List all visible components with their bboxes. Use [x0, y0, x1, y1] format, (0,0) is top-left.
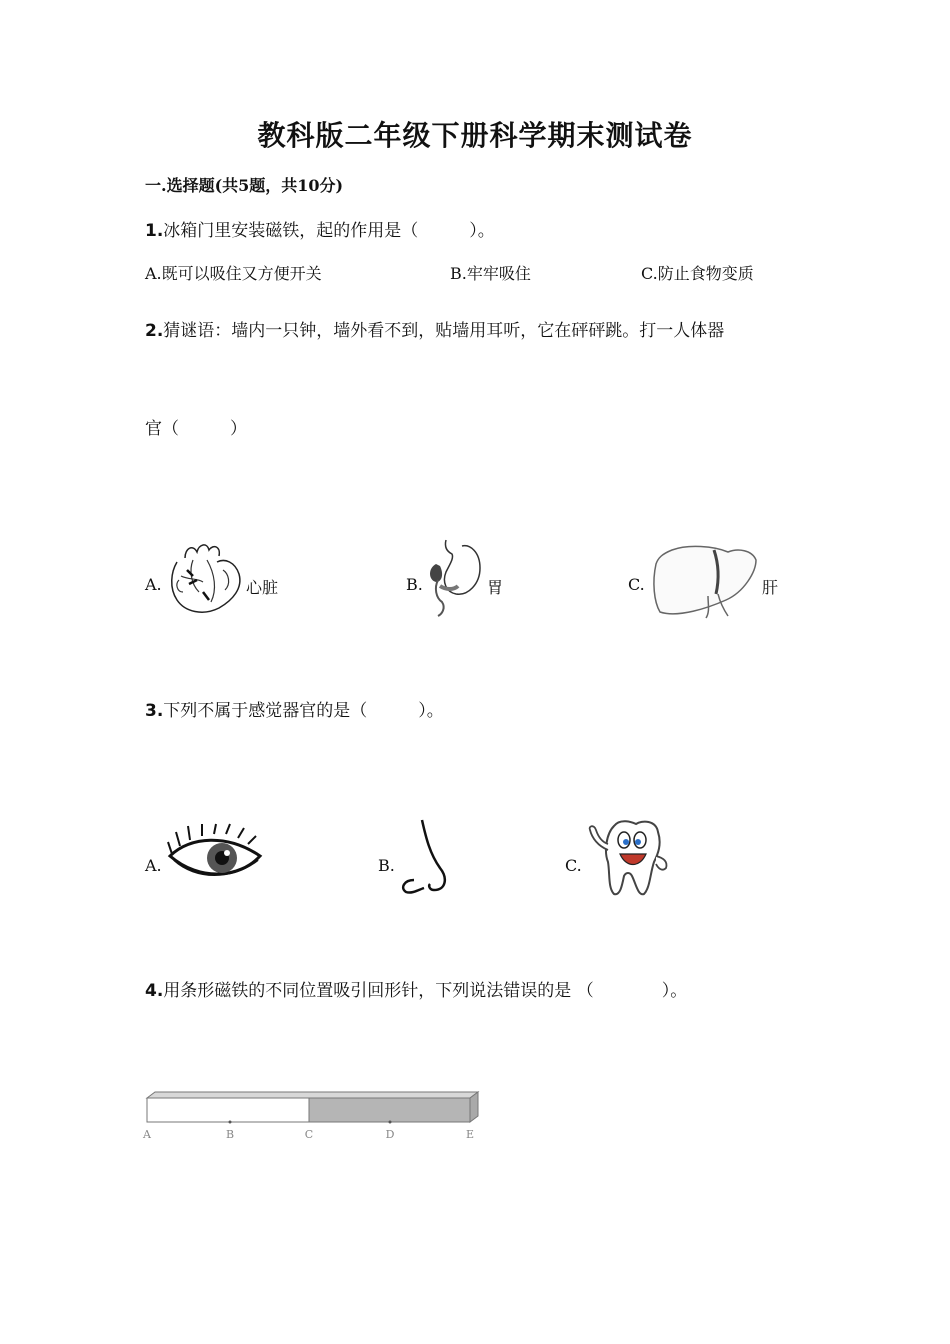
- q3-option-a-letter[interactable]: A.: [145, 856, 162, 875]
- heart-icon: [163, 540, 245, 618]
- q2-option-a-letter[interactable]: A.: [145, 575, 162, 594]
- bar-magnet-diagram: [140, 1088, 485, 1144]
- question-4: [145, 976, 687, 1001]
- q3-option-b-letter[interactable]: B.: [378, 856, 395, 875]
- magnet-label-c: C: [304, 1128, 314, 1141]
- q1-option-c[interactable]: C.防止食物变质: [641, 264, 754, 283]
- question-1: [145, 216, 495, 241]
- question-3: [145, 696, 444, 721]
- q2-option-a-label[interactable]: 心脏: [246, 578, 279, 597]
- question-2: [145, 316, 724, 341]
- question-number: 1.: [145, 221, 164, 241]
- q2-option-c-letter[interactable]: C.: [628, 575, 645, 594]
- q1-option-a[interactable]: A.既可以吸住又方便开关: [145, 264, 322, 283]
- magnet-label-b: B: [225, 1128, 235, 1141]
- question-2-continued: 官（ ）: [145, 419, 247, 439]
- q2-option-c-label[interactable]: 肝: [762, 578, 779, 597]
- liver-icon: [648, 542, 760, 620]
- nose-icon: [394, 818, 454, 896]
- q2-option-b-letter[interactable]: B.: [406, 575, 423, 594]
- question-number: 3.: [145, 701, 164, 721]
- q1-option-b[interactable]: B.牢牢吸住: [450, 264, 531, 283]
- magnet-label-e: E: [465, 1128, 475, 1141]
- question-number: 2.: [145, 321, 164, 341]
- page-title: 教科版二年级下册科学期末测试卷: [257, 119, 693, 152]
- question-text: 猜谜语：墙内一只钟，墙外看不到，贴墙用耳听，它在砰砰跳。打一人体器: [163, 321, 725, 341]
- tooth-icon: [584, 816, 676, 900]
- question-text: 用条形磁铁的不同位置吸引回形针，下列说法错误的是 （ ）。: [163, 981, 688, 1001]
- question-number: 4.: [145, 981, 164, 1001]
- question-text: 冰箱门里安装磁铁，起的作用是（ ）。: [163, 221, 495, 241]
- stomach-icon: [424, 538, 486, 618]
- q2-option-b-label[interactable]: 胃: [487, 578, 504, 597]
- magnet-label-d: D: [385, 1128, 395, 1141]
- question-text: 下列不属于感觉器官的是（ ）。: [163, 701, 444, 721]
- eye-icon: [166, 826, 266, 888]
- q3-option-c-letter[interactable]: C.: [565, 856, 582, 875]
- magnet-label-a: A: [143, 1128, 151, 1141]
- section-heading: 一.选择题(共5题，共10分): [145, 176, 344, 195]
